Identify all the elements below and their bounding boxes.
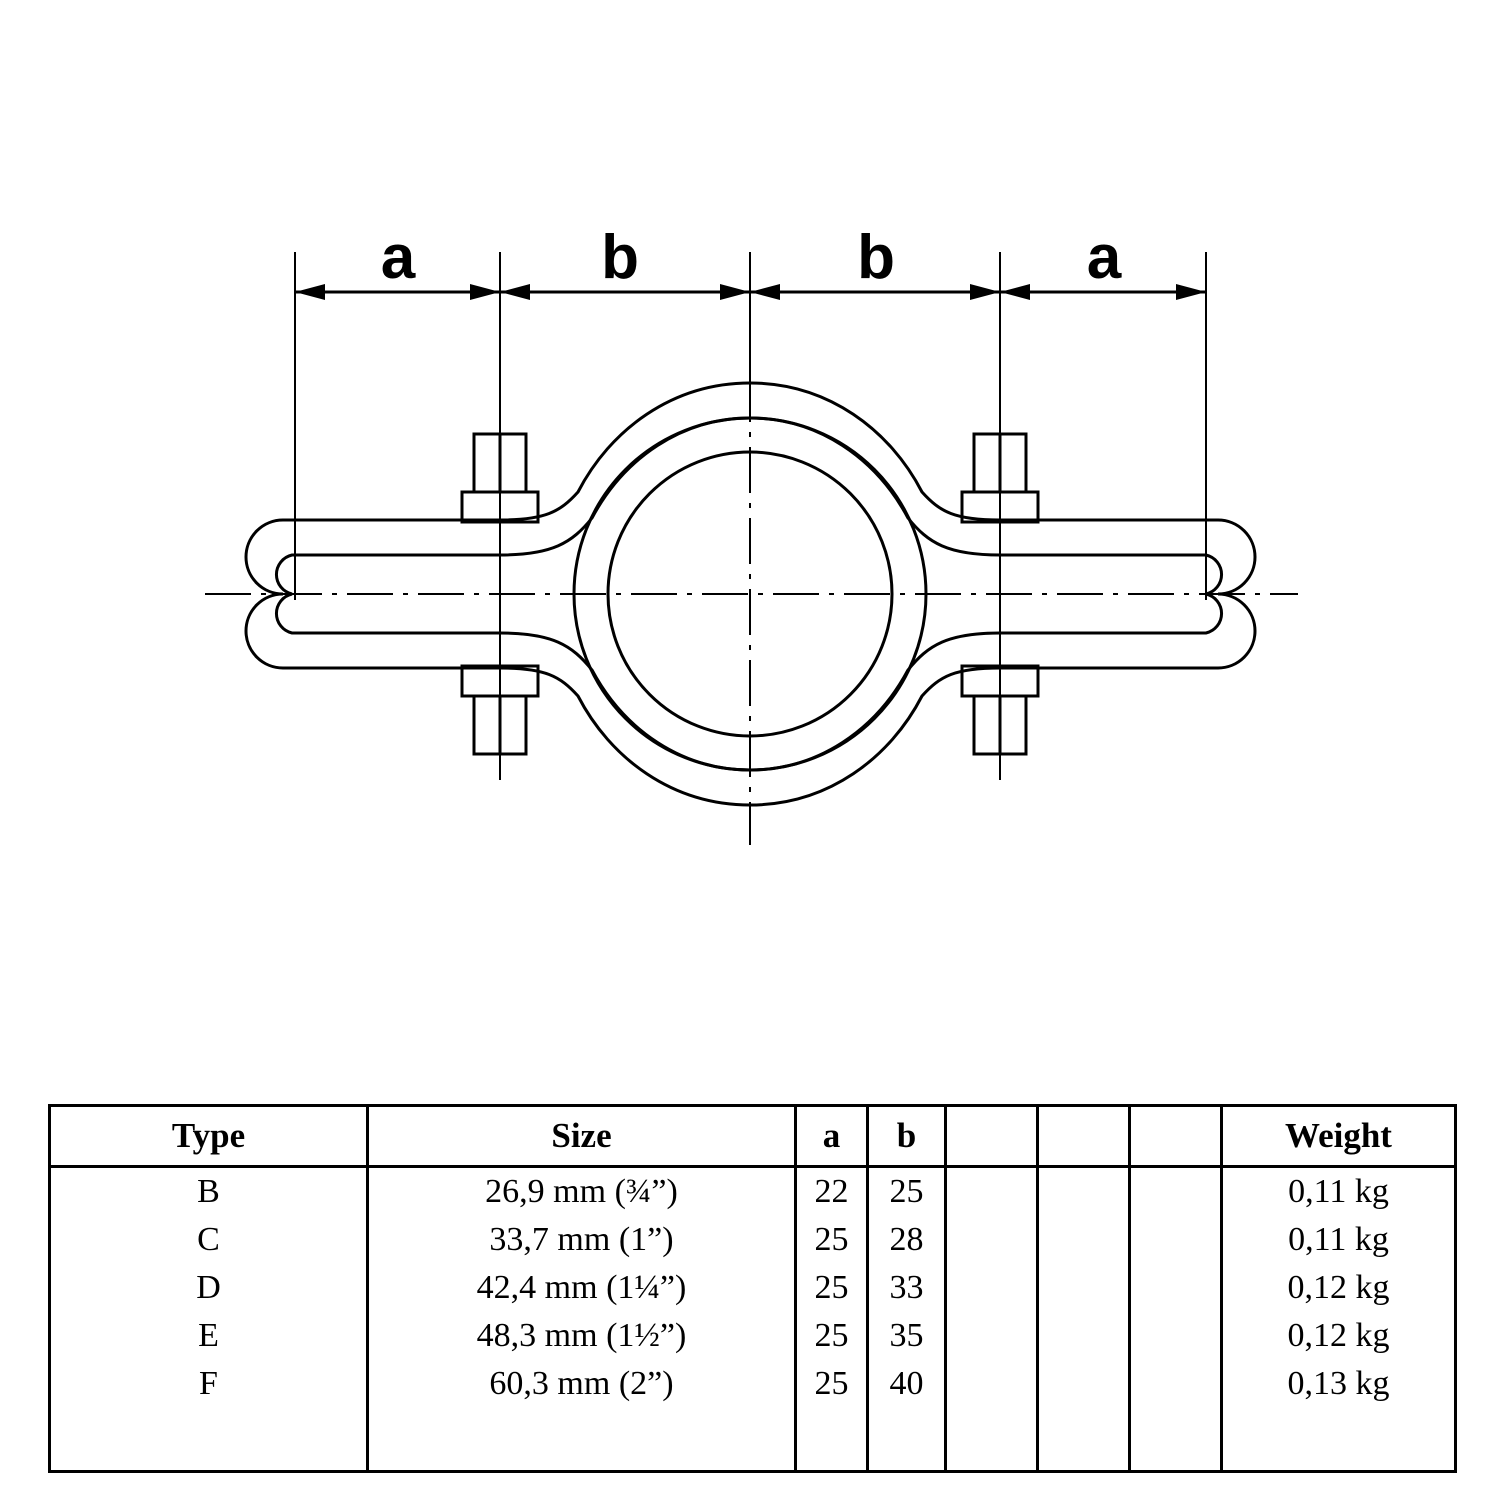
specification-table xyxy=(48,1104,1457,1473)
dimension-label-b-left: b xyxy=(601,223,639,292)
cell-b: 40 xyxy=(868,1360,946,1408)
cell-size: 60,3 mm (2”) xyxy=(368,1360,796,1408)
cell-a: 25 xyxy=(796,1216,868,1264)
cell-weight: 0,13 kg xyxy=(1222,1360,1456,1408)
cell-size: 48,3 mm (1½”) xyxy=(368,1312,796,1360)
cell-empty-1 xyxy=(946,1264,1038,1312)
dimension-label-b-right: b xyxy=(857,223,895,292)
cell-empty-2 xyxy=(1038,1167,1130,1217)
cell-empty-1 xyxy=(946,1312,1038,1360)
column-header-b: b xyxy=(868,1106,946,1167)
cell-empty-3 xyxy=(1130,1216,1222,1264)
cell-empty-3 xyxy=(1130,1312,1222,1360)
column-header-empty-1 xyxy=(946,1106,1038,1167)
cell-type: B xyxy=(50,1167,368,1217)
column-header-empty-2 xyxy=(1038,1106,1130,1167)
cell-spacer-b xyxy=(868,1408,946,1472)
cell-weight: 0,12 kg xyxy=(1222,1312,1456,1360)
cell-empty-3 xyxy=(1130,1360,1222,1408)
cell-empty-1 xyxy=(946,1167,1038,1217)
cell-spacer-a xyxy=(796,1408,868,1472)
cell-a: 22 xyxy=(796,1167,868,1217)
cell-size: 42,4 mm (1¼”) xyxy=(368,1264,796,1312)
table-row xyxy=(50,1167,1456,1217)
cell-type: F xyxy=(50,1360,368,1408)
cell-spacer-empty-1 xyxy=(946,1408,1038,1472)
table-row xyxy=(50,1216,1456,1264)
cell-spacer-weight xyxy=(1222,1408,1456,1472)
table-row-spacer xyxy=(50,1408,1456,1472)
column-header-size: Size xyxy=(368,1106,796,1167)
cell-size: 26,9 mm (¾”) xyxy=(368,1167,796,1217)
cell-type: C xyxy=(50,1216,368,1264)
cell-weight: 0,11 kg xyxy=(1222,1216,1456,1264)
cell-empty-2 xyxy=(1038,1216,1130,1264)
column-header-empty-3 xyxy=(1130,1106,1222,1167)
cell-spacer-type xyxy=(50,1408,368,1472)
cell-b: 28 xyxy=(868,1216,946,1264)
cell-a: 25 xyxy=(796,1312,868,1360)
table-row xyxy=(50,1264,1456,1312)
cell-empty-1 xyxy=(946,1216,1038,1264)
table-row xyxy=(50,1312,1456,1360)
cell-spacer-empty-2 xyxy=(1038,1408,1130,1472)
cell-a: 25 xyxy=(796,1360,868,1408)
column-header-a: a xyxy=(796,1106,868,1167)
dimension-label-a-right: a xyxy=(1086,223,1122,292)
column-header-type: Type xyxy=(50,1106,368,1167)
dimension-label-a-left: a xyxy=(380,223,416,292)
cell-type: E xyxy=(50,1312,368,1360)
cell-empty-3 xyxy=(1130,1264,1222,1312)
cell-spacer-size xyxy=(368,1408,796,1472)
table-header-row xyxy=(50,1106,1456,1167)
cell-a: 25 xyxy=(796,1264,868,1312)
cell-b: 33 xyxy=(868,1264,946,1312)
table-row xyxy=(50,1360,1456,1408)
cell-empty-2 xyxy=(1038,1264,1130,1312)
cell-empty-2 xyxy=(1038,1312,1130,1360)
cell-b: 25 xyxy=(868,1167,946,1217)
cell-weight: 0,12 kg xyxy=(1222,1264,1456,1312)
cell-empty-1 xyxy=(946,1360,1038,1408)
cell-weight: 0,11 kg xyxy=(1222,1167,1456,1217)
cell-type: D xyxy=(50,1264,368,1312)
specification-table-container xyxy=(48,1104,1454,1473)
cell-size: 33,7 mm (1”) xyxy=(368,1216,796,1264)
column-header-weight: Weight xyxy=(1222,1106,1456,1167)
cell-empty-3 xyxy=(1130,1167,1222,1217)
cell-empty-2 xyxy=(1038,1360,1130,1408)
cell-spacer-empty-3 xyxy=(1130,1408,1222,1472)
cell-b: 35 xyxy=(868,1312,946,1360)
